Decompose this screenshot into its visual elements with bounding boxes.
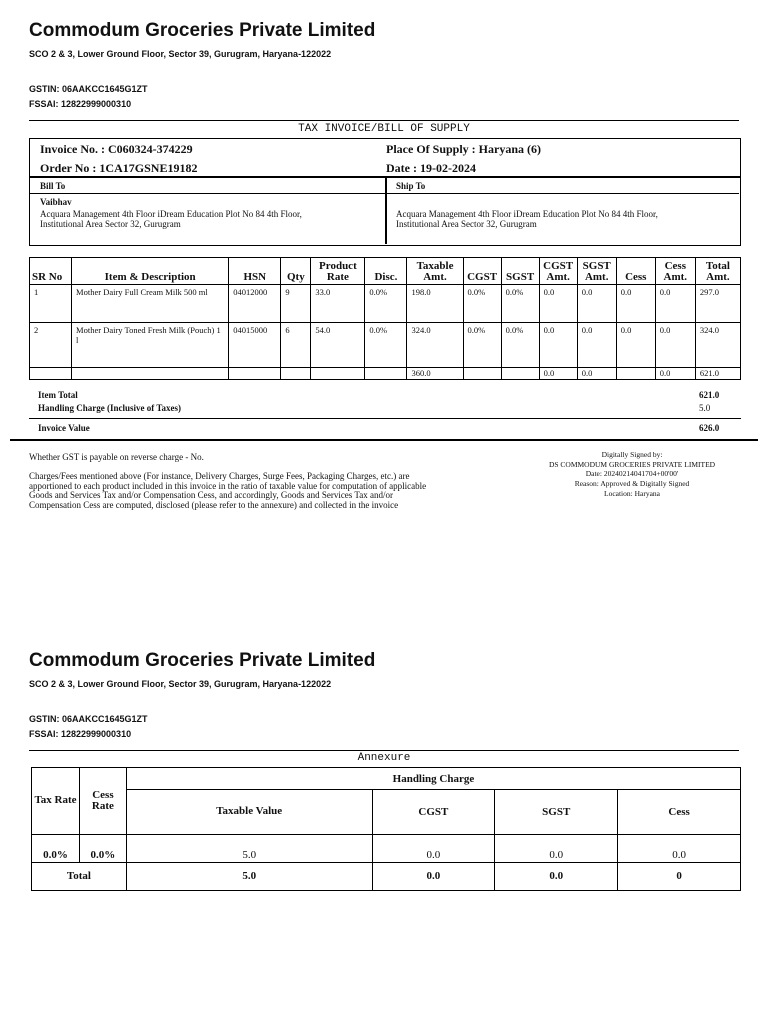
cell: 0.0 xyxy=(577,322,616,367)
cell: 0.0 xyxy=(655,322,695,367)
signature-line: Reason: Approved & Digitally Signed xyxy=(574,479,690,489)
cell: 0.0 xyxy=(577,285,616,322)
cell: 04015000 xyxy=(229,322,281,367)
col-taxable-value: Taxable Value xyxy=(126,790,372,834)
col-hsn: HSN xyxy=(229,258,281,285)
col-rate: Product Rate xyxy=(311,258,365,285)
cell: Mother Dairy Toned Fresh Milk (Pouch) 1 l xyxy=(72,322,229,367)
address-divider xyxy=(385,177,387,244)
cell: 0.0 xyxy=(616,322,655,367)
gstin-annexure: GSTIN: 06AAKCC1645G1ZT xyxy=(29,714,148,724)
fssai-annexure: FSSAI: 12822999000310 xyxy=(29,729,132,739)
items-table xyxy=(29,257,741,380)
cell: 04012000 xyxy=(229,285,281,322)
total-taxable: 5.0 xyxy=(126,862,372,890)
total-cgst-amt: 0.0 xyxy=(539,367,577,379)
reverse-charge-note: Whether GST is payable on reverse charge - No. xyxy=(29,452,204,462)
address-box xyxy=(29,176,741,246)
cell: 2 xyxy=(30,322,72,367)
bill-to-address: Acquara Management 4th Floor iDream Education Plot No 84 4th Floor, Institutional Area Sector 32, Gurugram xyxy=(40,209,302,229)
cell: 297.0 xyxy=(695,285,740,322)
handling-value: 5.0 xyxy=(699,403,711,413)
gstin: GSTIN: 06AAKCC1645G1ZT xyxy=(29,84,148,94)
col-handling-charge: Handling Charge xyxy=(126,768,740,790)
charges-note: Charges/Fees mentioned above (For instance, Delivery Charges, Surge Fees, Packaging Charges, etc.) are apportioned to each product included in this invoice in the ratio of taxable value for computation of applicable Goods and Services Tax and/or Compensation Cess, and accordingly, Goods and Services Tax and/or Compensation Cess are computed, disclosed (please refer to the annexure) and collected in the invoice xyxy=(29,471,427,510)
company-name: Commodum Groceries Private Limited xyxy=(29,20,376,41)
col-cess: Cess xyxy=(618,790,741,834)
col-disc: Disc. xyxy=(365,258,407,285)
cell: 0.0% xyxy=(365,285,407,322)
table-row xyxy=(30,322,741,367)
item-total-label: Item Total xyxy=(38,390,78,400)
total-sgst-amt: 0.0 xyxy=(577,367,616,379)
col-total: Total Amt. xyxy=(695,258,740,285)
cell: 6 xyxy=(281,322,311,367)
divider xyxy=(10,439,758,441)
order-number: Order No : 1CA17GSNE19182 xyxy=(40,161,198,175)
cell: 9 xyxy=(281,285,311,322)
col-cess-rate: Cess Rate xyxy=(79,768,126,835)
cell: 0.0% xyxy=(463,285,501,322)
annexure-total-row xyxy=(32,862,741,890)
cell: 324.0 xyxy=(695,322,740,367)
col-cgst: CGST xyxy=(463,258,501,285)
cell xyxy=(463,367,501,379)
cell: 54.0 xyxy=(311,322,365,367)
col-cess-amt: Cess Amt. xyxy=(655,258,695,285)
invoice-info-box xyxy=(29,138,741,178)
company-name-annexure: Commodum Groceries Private Limited xyxy=(29,650,376,671)
signature-line: Location: Haryana xyxy=(603,488,660,498)
col-taxable: Taxable Amt. xyxy=(407,258,463,285)
cell: Mother Dairy Full Cream Milk 500 ml xyxy=(72,285,229,322)
cell xyxy=(311,367,365,379)
total-amount: 621.0 xyxy=(695,367,740,379)
cell: 0.0 xyxy=(655,285,695,322)
item-total-value: 621.0 xyxy=(699,390,720,400)
signature-line: Digitally Signed by: xyxy=(601,450,663,459)
cell: 0.0 xyxy=(539,322,577,367)
fssai: FSSAI: 12822999000310 xyxy=(29,99,132,109)
cell: 0.0 xyxy=(618,834,741,862)
place-of-supply: Place Of Supply : Haryana (6) xyxy=(386,142,541,156)
cell: 0.0 xyxy=(539,285,577,322)
cell xyxy=(501,367,539,379)
total-taxable: 360.0 xyxy=(407,367,463,379)
table-row xyxy=(32,834,741,862)
cell xyxy=(72,367,229,379)
ship-to-label: Ship To xyxy=(396,181,426,191)
cell: 0.0 xyxy=(616,285,655,322)
col-cgst: CGST xyxy=(372,790,495,834)
cell: 198.0 xyxy=(407,285,463,322)
table-row xyxy=(30,285,741,322)
divider xyxy=(29,750,739,751)
divider xyxy=(29,120,739,121)
total-sgst: 0.0 xyxy=(495,862,618,890)
col-sr: SR No xyxy=(30,258,72,285)
cell: 0.0% xyxy=(463,322,501,367)
col-tax-rate: Tax Rate xyxy=(32,768,80,835)
cell: 1 xyxy=(30,285,72,322)
cell xyxy=(281,367,311,379)
cell xyxy=(616,367,655,379)
col-cgst-amt: CGST Amt. xyxy=(539,258,577,285)
cell: 5.0 xyxy=(126,834,372,862)
address-header-rule xyxy=(30,193,739,194)
cell: 0.0% xyxy=(501,322,539,367)
cell xyxy=(229,367,281,379)
annexure-title: Annexure xyxy=(357,752,411,764)
cell: 0.0% xyxy=(79,834,126,862)
digital-signature xyxy=(520,450,744,499)
cell: 0.0% xyxy=(365,322,407,367)
cell: 0.0 xyxy=(495,834,618,862)
total-cgst: 0.0 xyxy=(372,862,495,890)
invoice-value: 626.0 xyxy=(699,423,720,433)
cell: 0.0% xyxy=(501,285,539,322)
cell: 324.0 xyxy=(407,322,463,367)
invoice-value-label: Invoice Value xyxy=(38,423,90,433)
total-label: Total xyxy=(32,862,127,890)
annexure-header-row xyxy=(32,768,741,790)
totals-row xyxy=(30,367,741,379)
cell: 0.0% xyxy=(32,834,80,862)
bill-to-name: Vaibhav xyxy=(40,197,72,207)
total-cess: 0 xyxy=(618,862,741,890)
col-sgst-amt: SGST Amt. xyxy=(577,258,616,285)
col-sgst: SGST xyxy=(495,790,618,834)
invoice-date: Date : 19-02-2024 xyxy=(386,161,476,175)
ship-to-address: Acquara Management 4th Floor iDream Education Plot No 84 4th Floor, Institutional Area Sector 32, Gurugram xyxy=(396,209,658,229)
signature-line: DS COMMODUM GROCERIES PRIVATE LIMITED xyxy=(548,459,716,469)
company-address: SCO 2 & 3, Lower Ground Floor, Sector 39, Gurugram, Haryana-122022 xyxy=(29,49,332,59)
annexure-subheader-row xyxy=(32,790,741,834)
bill-to-label: Bill To xyxy=(40,181,66,191)
col-sgst: SGST xyxy=(501,258,539,285)
col-cess: Cess xyxy=(616,258,655,285)
annexure-table xyxy=(31,767,741,891)
total-cess-amt: 0.0 xyxy=(655,367,695,379)
items-header-row xyxy=(30,258,741,285)
cell xyxy=(30,367,72,379)
col-qty: Qty xyxy=(281,258,311,285)
col-item: Item & Description xyxy=(72,258,229,285)
cell: 0.0 xyxy=(372,834,495,862)
company-address-annexure: SCO 2 & 3, Lower Ground Floor, Sector 39, Gurugram, Haryana-122022 xyxy=(29,679,332,689)
handling-label: Handling Charge (Inclusive of Taxes) xyxy=(38,403,182,413)
doc-title: TAX INVOICE/BILL OF SUPPLY xyxy=(298,123,470,135)
cell: 33.0 xyxy=(311,285,365,322)
signature-line: Date: 20240214041704+00'00' xyxy=(585,469,679,479)
divider xyxy=(29,418,741,419)
invoice-number: Invoice No. : C060324-374229 xyxy=(40,142,193,156)
cell xyxy=(365,367,407,379)
